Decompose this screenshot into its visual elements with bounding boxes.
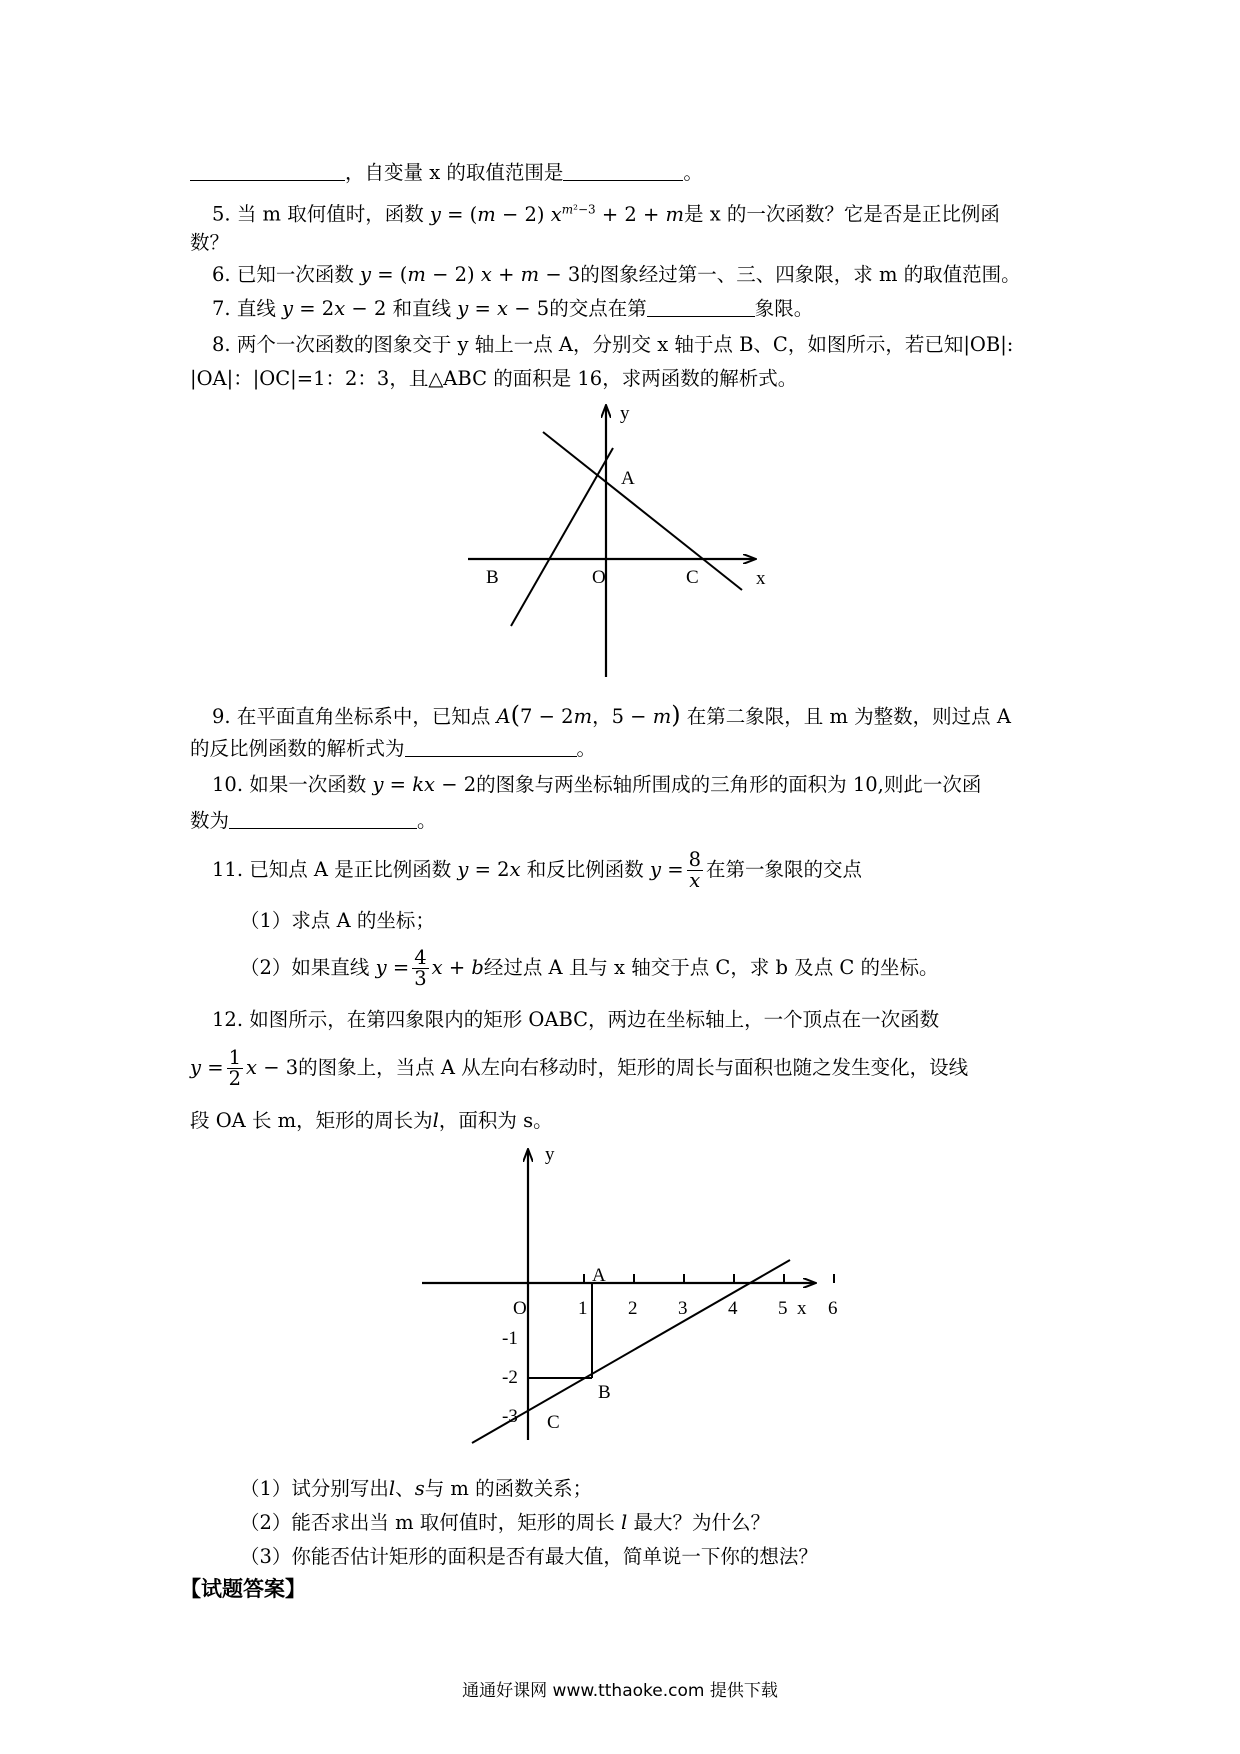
question-12-part1: （1）试分别写出l、s与 m 的函数关系；	[240, 1477, 593, 1500]
fig2-xtick-label: 6	[828, 1298, 838, 1319]
fig2-ytick-label: -3	[502, 1406, 518, 1427]
q9-point: A(7 − 2m，5 − m)	[496, 701, 681, 729]
fig1-label-x: x	[756, 568, 766, 589]
fig2-ytick-label: -1	[502, 1328, 518, 1349]
fig2-ytick-label: -2	[502, 1367, 518, 1388]
question-12: 12. 如图所示，在第四象限内的矩形 OABC，两边在坐标轴上，一个顶点在一次函数	[212, 1008, 940, 1031]
question-8: 8. 两个一次函数的图象交于 y 轴上一点 A，分别交 x 轴于点 B、C，如图所示，若已知|OB|:	[212, 333, 1014, 356]
question-11-part1: （1）求点 A 的坐标；	[240, 909, 435, 932]
q11-formula-1: y = 2x	[457, 858, 521, 881]
fraction-4-over-3: $\frac{4}{3}$	[414, 946, 427, 990]
question-10-cont: 数为 。	[190, 809, 437, 832]
fig2-label-A: A	[592, 1265, 606, 1286]
fig1-label-A: A	[621, 468, 635, 489]
q11-formula-2: y =	[650, 858, 684, 881]
q10-formula: y = kx − 2	[372, 773, 477, 796]
question-9: 9. 在平面直角坐标系中，已知点 A(7 − 2m，5 − m) 在第二象限，且 m 为整数，则过点 A	[212, 701, 1011, 729]
fig2-label-O: O	[513, 1298, 527, 1319]
question-12-line2: y = $\frac{1}{2}$ x − 3的图象上，当点 A 从左向右移动时，矩形的周长与面积也随之发生变化，设线	[190, 1046, 969, 1090]
page-footer: 通通好课网 www.tthaoke.com 提供下载	[462, 1681, 778, 1701]
question-5: 5. 当 m 取何值时，函数 y = (m − 2) $x^{m^2-3} + 2 + m$是 x 的一次函数？它是否是正比例函	[212, 202, 1000, 226]
fig2-xtick-label: 4	[728, 1298, 738, 1319]
question-12-part2: （2）能否求出当 m 取何值时，矩形的周长 l 最大？为什么？	[240, 1511, 770, 1534]
question-6: 6. 已知一次函数 y = (m − 2) x + m − 3的图象经过第一、三、四象限，求 m 的取值范围。	[212, 263, 1021, 286]
q11-formula-3: y =	[375, 956, 410, 979]
fig2-xtick-label: 1	[578, 1298, 588, 1319]
q4-tail-line: ，自变量 x 的取值范围是 。	[190, 158, 1060, 188]
fig2-label-x: x	[797, 1298, 807, 1319]
fig2-line-y-half-x-minus-3	[472, 1260, 790, 1443]
fig2-xtick-label: 2	[628, 1298, 638, 1319]
question-11-part2: （2）如果直线 y = $\frac{4}{3}$ x + b经过点 A 且与 x 轴交于点 C，求 b 及点 C 的坐标。	[240, 946, 939, 990]
question-12-part3: （3）你能否估计矩形的面积是否有最大值，简单说一下你的想法？	[240, 1545, 818, 1568]
question-5-cont: 数？	[190, 231, 230, 254]
fig1-label-O: O	[592, 567, 606, 588]
question-10: 10. 如果一次函数 y = kx − 2的图象与两坐标轴所围成的三角形的面积为 10,则此一次函	[212, 773, 982, 796]
q7-formula-2: y = x − 5	[457, 297, 550, 320]
fig1-label-y: y	[620, 403, 630, 424]
answer-heading: 【试题答案】	[180, 1576, 306, 1601]
q6-formula: y = (m − 2) x + m − 3	[360, 263, 581, 286]
fig1-label-B: B	[486, 567, 499, 588]
question-11: 11. 已知点 A 是正比例函数 y = 2x 和反比例函数 y = $\frac{8}{x}$ 在第一象限的交点	[212, 848, 862, 892]
question-8-cont: |OA|：|OC|=1：2：3，且△ABC 的面积是 16，求两函数的解析式。	[190, 367, 798, 390]
q5-formula: y = (m − 2) $x^{m^2-3} + 2 + m$	[429, 202, 685, 226]
fig2-label-y: y	[545, 1144, 555, 1165]
fig2-xtick-label: 3	[678, 1298, 688, 1319]
question-9-cont: 的反比例函数的解析式为 。	[190, 737, 597, 760]
fraction-1-over-2: $\frac{1}{2}$	[228, 1046, 241, 1090]
question-7: 7. 直线 y = 2x − 2 和直线 y = x − 5的交点在第 象限。	[212, 297, 814, 320]
q7-formula-1: y = 2x − 2	[282, 297, 387, 320]
fig1-label-C: C	[686, 567, 699, 588]
fig2-label-C: C	[547, 1412, 560, 1433]
fraction-8-over-x: $\frac{8}{x}$	[688, 848, 701, 892]
fig2-xtick-label: 5	[778, 1298, 788, 1319]
fig2-label-B: B	[598, 1382, 611, 1403]
question-12-line3: 段 OA 长 m，矩形的周长为l，面积为 s。	[190, 1109, 553, 1132]
